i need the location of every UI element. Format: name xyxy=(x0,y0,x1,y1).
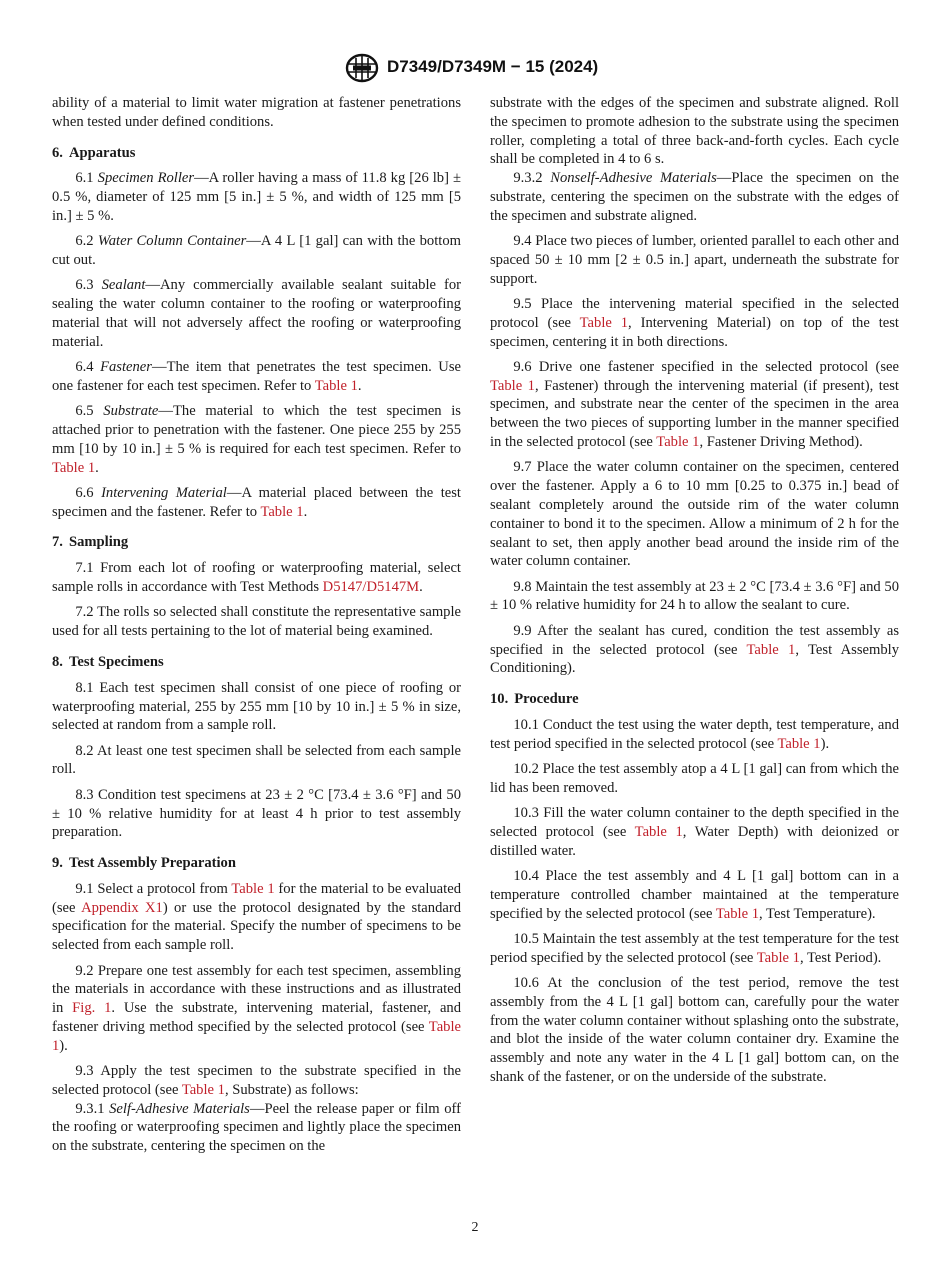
section-heading-test-specimens: 8. Test Specimens xyxy=(52,653,164,670)
table-1-link[interactable]: Table 1 xyxy=(756,949,800,966)
page-header xyxy=(0,48,950,88)
paragraph-9-9: 9.9 After the sealant has cured, condition the test assembly as specified in the selected protocol (see Table 1, Test Assembly Conditioning). xyxy=(490,622,900,677)
table-1-link[interactable]: Table 1 xyxy=(314,377,358,394)
table-1-link[interactable]: Table 1 xyxy=(490,377,535,394)
table-1-link[interactable]: Table 1 xyxy=(52,1018,461,1054)
table-1-link[interactable]: Table 1 xyxy=(260,503,304,520)
paragraph-10-4: 10.4 Place the test assembly and 4 L [1 gal] bottom can in a temperature controlled chamber maintained at the temperature specified by the selected protocol (see Table 1, Test Temperature). xyxy=(490,867,899,922)
table-1-link[interactable]: Table 1 xyxy=(634,823,683,840)
paragraph-8-3: 8.3 Condition test specimens at 23 ± 2 °C [73.4 ± 3.6 °F] and 50 ± 10 % relative humidity for at least 4 h prior to test assembly preparation. xyxy=(52,786,461,841)
paragraph-9-3: 9.3 Apply the test specimen to the substrate specified in the selected protocol (see Table 1, Substrate) as follows: xyxy=(52,1063,461,1098)
paragraph-6-5: 6.5 Substrate—The material to which the test specimen is attached prior to penetration with the fastener. One piece 255 by 255 mm [10 by 10 in.] ± 5 % is required for each test specimen. Refer to Table 1. xyxy=(52,403,461,476)
table-1-link[interactable]: Table 1 xyxy=(579,314,629,331)
paragraph-6-6: 6.6 Intervening Material—A material placed between the test specimen and the fastener. Refer to Table 1. xyxy=(52,484,461,520)
standard-designation: D7349/D7349M − 15 (2024) xyxy=(387,57,599,76)
paragraph-9-3-1: 9.3.1 Self-Adhesive Materials—Peel the release paper or film off the roofing or waterproofing specimen and lightly place the specimen on the substrate, centering the specimen on the xyxy=(52,1100,461,1155)
paragraph-6-4: 6.4 Fastener—The item that penetrates the test specimen. Use one fastener for each test specimen. Refer to Table 1. xyxy=(52,359,461,394)
paragraph-9-2: 9.2 Prepare one test assembly for each test specimen, assembling the materials in accordance with these instructions and as illustrated in Fig. 1. Use the substrate, intervening material, fastener, and fastener driving method specified by the selected protocol (see Table 1). xyxy=(52,962,462,1054)
section-heading-sampling: 7. Sampling xyxy=(52,534,129,551)
table-1-link[interactable]: Table 1 xyxy=(656,434,700,451)
paragraph-10-2: 10.2 Place the test assembly atop a 4 L [1 gal] can from which the lid has been removed. xyxy=(490,761,899,796)
table-1-link[interactable]: Table 1 xyxy=(181,1081,225,1098)
paragraph-9-5: 9.5 Place the intervening material specified in the selected protocol (see Table 1, Intervening Material) on top of the test specimen, centering it in both directions. xyxy=(490,295,899,350)
paragraph-6-1: 6.1 Specimen Roller—A roller having a mass of 11.8 kg [26 lb] ± 0.5 %, diameter of 125 mm [5 in.] ± 5 %, and width of 125 mm [5 in.] ± 5 %. xyxy=(52,170,461,224)
paragraph-10-6: 10.6 At the conclusion of the test period, remove the test assembly from the 4 L [1 gal] bottom can, carefully pour the water from the water column container without splashing onto the substrate, and blot the inside of the water column container dry. Examine the assembly and note any water in the 4 L [1 gal] bottom can, on the shank of the fastener, or on the underside of the substrate. xyxy=(490,974,899,1085)
paragraph-continued: ability of a material to limit water migration at fastener penetrations when tested under defined conditions. xyxy=(52,95,461,130)
paragraph-10-5: 10.5 Maintain the test assembly at the test temperature for the test period specified by the selected protocol (see Table 1, Test Period). xyxy=(490,930,899,966)
paragraph-9-7: 9.7 Place the water column container on the specimen, centered over the fastener. Apply a 6 to 10 mm [0.25 to 0.375 in.] bead of sealant completely around the outside rim of the water column container to bond it to the specimen. Allow a minimum of 2 h for the sealant to set, then apply another bead around the inside rim of the water column container. xyxy=(490,459,899,570)
section-heading-test-assembly-preparation: 9. Test Assembly Preparation xyxy=(52,855,236,872)
paragraph-7-2: 7.2 The rolls so selected shall constitute the representative sample used for all tests pertaining to the lot of material being examined. xyxy=(52,604,461,640)
paragraph-10-1: 10.1 Conduct the test using the water depth, test temperature, and test period specified in the selected protocol (see Table 1). xyxy=(490,716,899,752)
d5147-link[interactable]: D5147/D5147M xyxy=(322,579,420,596)
table-1-link[interactable]: Table 1 xyxy=(715,905,760,922)
fig-1-link[interactable]: Fig. 1 xyxy=(72,1000,112,1017)
paragraph-9-6: 9.6 Drive one fastener specified in the selected protocol (see Table 1, Fastener) through the intervening material (if present), test specimen, and substrate near the center of the specimen in the area between the two pieces of supporting lumber in the manner specified in the selected protocol (see Table 1, Fastener Driving Method). xyxy=(490,358,899,451)
section-heading-apparatus: 6. Apparatus xyxy=(52,144,136,161)
paragraph-8-2: 8.2 At least one test specimen shall be selected from each sample roll. xyxy=(52,742,461,778)
paragraph-6-3: 6.3 Sealant—Any commercially available sealant suitable for sealing the water column container to the roofing or waterproofing material that will not adversely affect the roofing or waterproofing material. xyxy=(52,277,461,350)
right-column xyxy=(490,94,899,1093)
paragraph-7-1: 7.1 From each lot of roofing or waterproofing material, select sample rolls in accordance with Test Methods D5147/D5147M. xyxy=(52,560,461,596)
appendix-x1-link[interactable]: Appendix X1 xyxy=(81,899,163,916)
paragraph-9-3-2: 9.3.2 Nonself-Adhesive Materials—Place the specimen on the substrate, centering the specimen on the substrate with the edges of the specimen and substrate aligned. xyxy=(490,170,899,224)
table-1-link[interactable]: Table 1 xyxy=(231,880,275,897)
paragraph-10-3: 10.3 Fill the water column container to the depth specified in the selected protocol (see Table 1, Water Depth) with deionized or distilled water. xyxy=(490,805,899,859)
paragraph-6-2: 6.2 Water Column Container—A 4 L [1 gal] can with the bottom cut out. xyxy=(52,233,461,269)
paragraph-continued: substrate with the edges of the specimen and substrate aligned. Roll the specimen to promote adhesion to the substrate using the specimen roller, completing a total of three back-and-forth cycles. Each cycle shall be completed in 4 to 6 s. xyxy=(490,95,899,168)
table-1-link[interactable]: Table 1 xyxy=(746,641,796,658)
table-1-link[interactable]: Table 1 xyxy=(777,735,821,752)
paragraph-8-1: 8.1 Each test specimen shall consist of one piece of roofing or waterproofing material, 255 by 255 mm [10 by 10 in.] ± 5 % in size, selected at random from a sample roll. xyxy=(52,679,461,734)
table-1-link[interactable]: Table 1 xyxy=(52,459,96,476)
paragraph-9-1: 9.1 Select a protocol from Table 1 for the material to be evaluated (see Appendix X1) or use the protocol designated by the standard specification for the material. Specify the number of specimens to be selected from each sample roll. xyxy=(52,880,461,954)
paragraph-9-4: 9.4 Place two pieces of lumber, oriented parallel to each other and spaced 50 ± 10 mm [2 ± 0.5 in.] apart, underneath the substrate for support. xyxy=(490,233,899,287)
paragraph-9-8: 9.8 Maintain the test assembly at 23 ± 2 °C [73.4 ± 3.6 °F] and 50 ± 10 % relative humidity for 24 h to allow the sealant to cure. xyxy=(490,578,899,614)
left-column xyxy=(52,94,461,1163)
section-heading-procedure: 10. Procedure xyxy=(490,691,579,708)
page-number: 2 xyxy=(471,1220,479,1235)
astm-logo-icon xyxy=(344,52,380,84)
